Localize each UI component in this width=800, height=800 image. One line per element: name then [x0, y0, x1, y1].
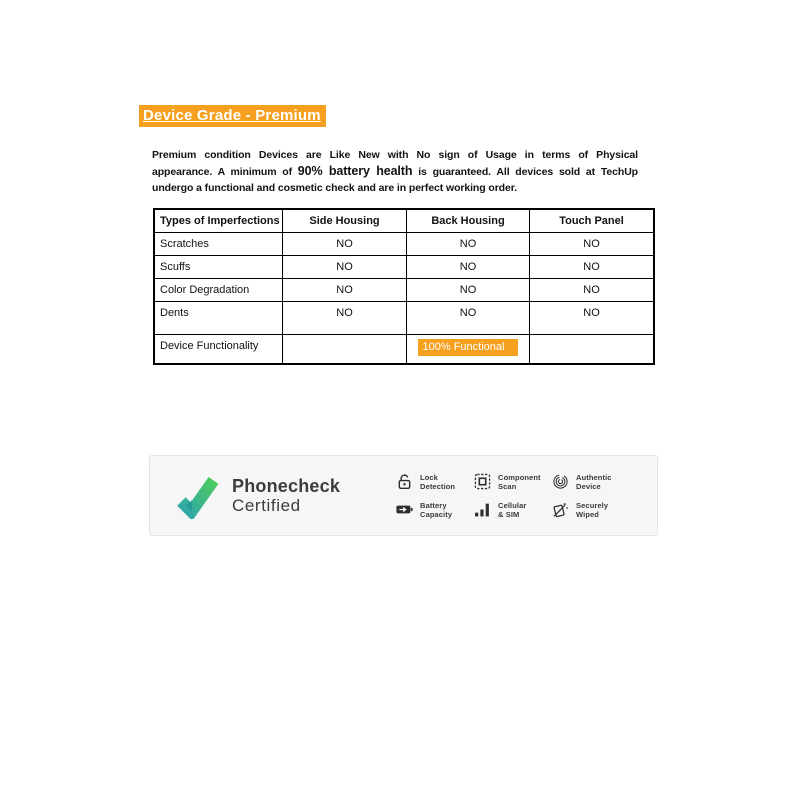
imperfections-table — [153, 208, 655, 365]
value-cell: NO — [407, 233, 530, 256]
column-header-types: Types of Imperfections — [154, 209, 283, 233]
feature-cellular-sim — [474, 501, 544, 519]
feature-label: Lock Detection — [420, 472, 456, 491]
feature-securely-wiped — [552, 501, 622, 519]
wiped-phone-icon — [552, 501, 569, 518]
table-header-row — [154, 209, 654, 233]
description-paragraph — [152, 147, 638, 196]
table-row — [154, 279, 654, 302]
checkmark-icon — [175, 473, 219, 519]
column-header-touch-panel: Touch Panel — [530, 209, 655, 233]
feature-battery-capacity — [396, 501, 466, 519]
value-cell — [283, 335, 407, 365]
feature-label: Cellular & SIM — [498, 500, 527, 519]
feature-label: Component Scan — [498, 472, 541, 491]
brand-name: Phonecheck — [232, 475, 341, 496]
description-line — [152, 163, 638, 180]
description-text: appearance. A minimum of — [152, 166, 298, 178]
value-cell: NO — [407, 302, 530, 335]
feature-lock-detection — [396, 473, 466, 491]
battery-icon — [396, 501, 413, 518]
table-row — [154, 256, 654, 279]
feature-label: Battery Capacity — [420, 500, 453, 519]
feature-label: Authentic Device — [576, 472, 612, 491]
certification-features — [396, 473, 622, 519]
component-scan-icon — [474, 473, 491, 490]
description-line: undergo a functional and cosmetic check and are in perfect working order. — [152, 182, 517, 194]
row-label: Device Functionality — [154, 335, 283, 365]
value-cell: NO — [283, 279, 407, 302]
row-label: Dents — [154, 302, 283, 335]
brand-subtitle: Certified — [232, 495, 301, 515]
feature-label: Securely Wiped — [576, 500, 609, 519]
phonecheck-certified-badge — [149, 455, 658, 536]
description-text: is guaranteed. All devices sold at TechUp — [412, 166, 638, 178]
brand-text — [232, 477, 340, 515]
value-cell: NO — [530, 302, 655, 335]
row-label: Color Degradation — [154, 279, 283, 302]
lock-icon — [396, 473, 413, 490]
table-row — [154, 335, 654, 365]
page-title — [139, 105, 326, 127]
value-cell: NO — [283, 233, 407, 256]
column-header-side-housing: Side Housing — [283, 209, 407, 233]
description-line: Premium condition Devices are Like New with No sign of Usage in terms of Physical — [152, 149, 638, 161]
fingerprint-icon — [552, 473, 569, 490]
value-cell: NO — [530, 256, 655, 279]
functional-highlight: 100% Functional — [418, 339, 519, 356]
battery-health-emphasis: 90% battery health — [297, 164, 413, 178]
value-cell — [407, 335, 530, 365]
table-row — [154, 302, 654, 335]
value-cell — [530, 335, 655, 365]
value-cell: NO — [283, 302, 407, 335]
cellular-bars-icon — [474, 501, 491, 518]
column-header-back-housing: Back Housing — [407, 209, 530, 233]
table-row — [154, 233, 654, 256]
feature-authentic-device — [552, 473, 622, 491]
value-cell: NO — [407, 279, 530, 302]
page-title-highlight: Device Grade - Premium — [139, 105, 326, 127]
feature-component-scan — [474, 473, 544, 491]
value-cell: NO — [407, 256, 530, 279]
value-cell: NO — [283, 256, 407, 279]
row-label: Scratches — [154, 233, 283, 256]
value-cell: NO — [530, 233, 655, 256]
value-cell: NO — [530, 279, 655, 302]
phonecheck-logo — [175, 473, 340, 519]
row-label: Scuffs — [154, 256, 283, 279]
